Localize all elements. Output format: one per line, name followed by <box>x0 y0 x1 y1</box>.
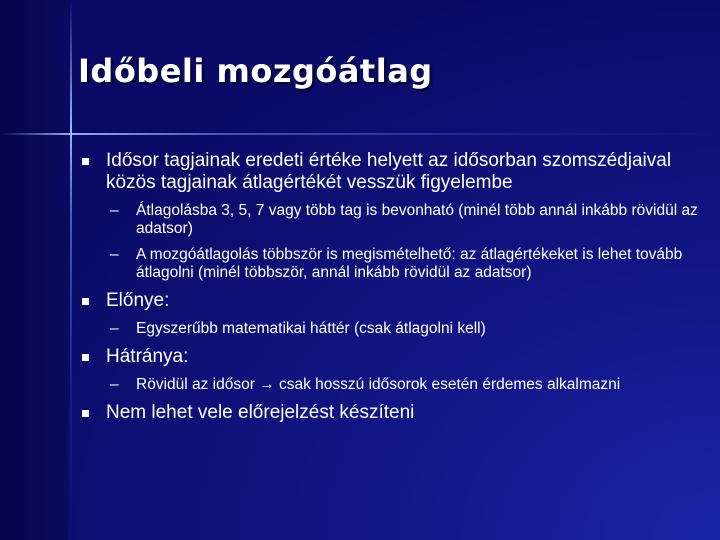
sub-bullet-item <box>80 246 712 282</box>
square-bullet-icon <box>82 298 89 305</box>
dash-bullet: – <box>110 246 119 263</box>
bullet-text: Előnye: <box>106 290 170 311</box>
vertical-accent-line <box>70 0 72 540</box>
sub-bullet-text: A mozgóátlagolás többször is megismételhető: az átlagértékeket is lehet tovább átlagolni (minél többször, annál inkább rövidül az adatsor) <box>136 246 683 281</box>
bullet-text: Nem lehet vele előrejelzést készíteni <box>106 402 415 423</box>
sub-bullet-item <box>80 202 712 238</box>
sub-bullet-text: Átlagolásba 3, 5, 7 vagy több tag is bevonható (minél több annál inkább rövidül az adatsor) <box>136 202 698 237</box>
sub-bullet-text: Egyszerűbb matematikai háttér (csak átlagolni kell) <box>136 320 486 337</box>
sub-bullet-text: Rövidül az idősor → csak hosszú idősorok esetén érdemes alkalmazni <box>136 376 621 393</box>
dash-bullet: – <box>110 202 119 219</box>
slide-title: Időbeli mozgóátlag <box>78 52 433 90</box>
dash-bullet: – <box>110 376 119 393</box>
dash-bullet: – <box>110 320 119 337</box>
square-bullet-icon <box>82 354 89 361</box>
square-bullet-icon <box>82 158 89 165</box>
bullet-item <box>80 346 712 368</box>
bullet-text: Idősor tagjainak eredeti értéke helyett az idősorban szomszédjaival közös tagjainak átlagértékét vesszük figyelembe <box>106 150 672 193</box>
bullet-item <box>80 290 712 312</box>
sub-bullet-item <box>80 320 712 338</box>
horizontal-accent-line <box>0 133 720 135</box>
sub-bullet-item <box>80 376 712 394</box>
bullet-text: Hátránya: <box>106 346 189 367</box>
square-bullet-icon <box>82 410 89 417</box>
bullet-item <box>80 150 712 194</box>
bullet-list <box>80 150 712 432</box>
left-band-decoration <box>0 0 68 540</box>
bullet-item <box>80 402 712 424</box>
